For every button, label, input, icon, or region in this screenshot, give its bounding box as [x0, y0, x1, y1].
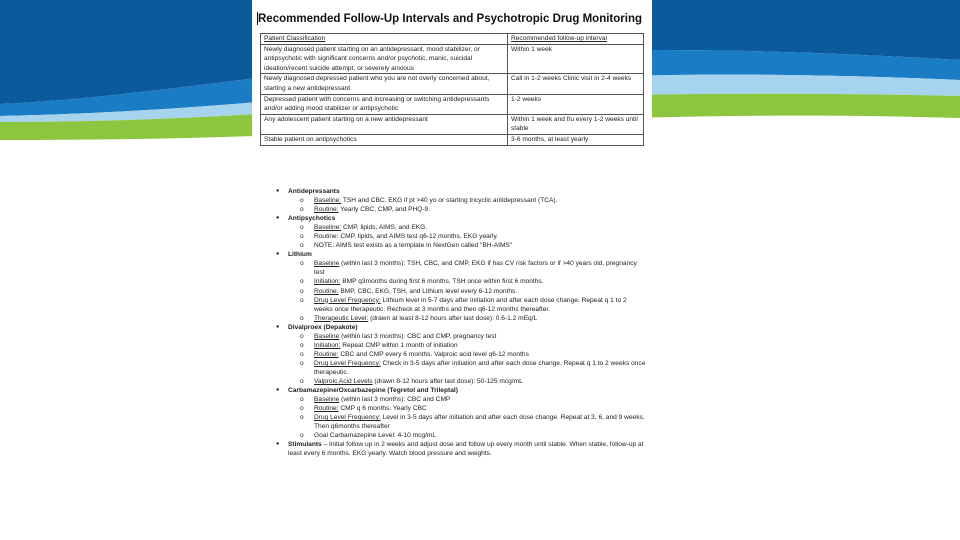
item-text: BMP, CBC, EKG, TSH, and Lithium level every 6-12 months. — [338, 287, 518, 295]
section-label: Lithium — [288, 251, 312, 259]
section-divalproex — [276, 323, 646, 332]
list-item — [276, 259, 646, 277]
list-item — [276, 196, 646, 205]
item-text: Lithium level in 5-7 days after initiation and after each dose change. Repeat q 1 to 2 weeks once therapeutic. Recheck at 3 months and then q6-12 months thereafter. — [314, 296, 627, 313]
list-item — [276, 395, 646, 404]
item-key: Routine: — [314, 350, 339, 358]
table-header: Recommended follow-up interval — [508, 34, 644, 45]
section-stimulants — [276, 440, 646, 458]
table-header: Patient Classification — [261, 34, 508, 45]
item-text: Level in 3-5 days after initiation and after each dose change. Repeat at 3, 6, and 9 weeks. Then q6months thereafter — [314, 414, 645, 431]
item-text: (within last 3 months): CBC and CMP — [339, 396, 451, 404]
item-key: Routine: — [314, 233, 339, 241]
table-cell: Within 1 week — [508, 44, 644, 74]
item-text: (within last 3 months): CBC and CMP, pregnancy test — [339, 332, 497, 340]
item-key: Routine: — [314, 206, 339, 214]
table-row — [261, 44, 644, 74]
list-item — [276, 277, 646, 286]
item-key: Routine: — [314, 405, 339, 413]
list-item — [276, 377, 646, 386]
item-key: Baseline — [314, 260, 340, 268]
monitoring-notes — [276, 187, 646, 458]
item-text: CMP, lipids, AIMS, and EKG. — [341, 224, 428, 232]
item-text: Yearly CBC, CMP, and PHQ-9. — [338, 206, 431, 214]
document-page — [252, 0, 652, 540]
section-text: – Initial follow up in 2 weeks and adjust dose and follow up every month until stable. When stable, follow-up at least every 6 months. EKG yearly. Watch blood pressure and weights. — [288, 441, 644, 458]
section-label: Antidepressants — [288, 188, 340, 195]
list-item — [276, 205, 646, 214]
table-cell: Newly diagnosed depressed patient who you are not overly concerned about, starting a new antidepressant — [261, 74, 508, 94]
list-item — [276, 241, 646, 250]
item-key: Drug Level Frequency: — [314, 359, 381, 367]
item-key: Baseline: — [314, 224, 342, 232]
list-item — [276, 296, 646, 314]
item-key: Drug Level Frequency: — [314, 296, 381, 304]
table-cell: Newly diagnosed patient starting on an antidepressant, mood stabilizer, or antipsychotic with significant concerns and/or psychotic, manic, suicidal ideation/recent suicide attempt, or severely anxious — [261, 44, 508, 74]
table-header-row — [261, 34, 644, 45]
table-row — [261, 134, 644, 145]
item-text: Check in 3-5 days after initiation and after each dose change. Repeat q 1 to 2 weeks once therapeutic. — [314, 359, 646, 376]
item-text: CBC and CMP every 6 months. Valproic acid level q6-12 months — [338, 350, 529, 358]
item-text: AIMS test exists as a template in NextGen called "BH-AIMS" — [334, 242, 513, 250]
item-text: (drawn 8-12 hours after last dose): 50-125 mcg/mL — [372, 377, 523, 385]
table-cell: Call in 1-2 weeks Clinic visit in 2-4 weeks — [508, 74, 644, 94]
item-key: Goal Carbamazepine Level: — [314, 432, 396, 440]
table-cell: 3-6 months, at least yearly — [508, 134, 644, 145]
list-item — [276, 413, 646, 431]
section-antidepressants — [276, 187, 646, 196]
section-lithium — [276, 250, 646, 259]
item-key: Drug Level Frequency: — [314, 414, 381, 422]
item-text: (drawn at least 8-12 hours after last dose): 0.6-1.2 mEq/L — [368, 314, 538, 322]
item-key: Baseline — [314, 396, 340, 404]
table-cell: Any adolescent patient starting on a new antidepressant — [261, 114, 508, 134]
item-key: Baseline — [314, 332, 340, 340]
section-label: Stimulants — [288, 441, 322, 449]
item-key: Initiation: — [314, 278, 341, 286]
item-text: (within last 3 months): TSH, CBC, and CMP. EKG if has CV risk factors or if >40 years old, pregnancy test — [314, 260, 637, 277]
section-label: Carbamazepine/Oxcarbazepine (Tegretol and Trileptal) — [288, 387, 458, 395]
document-title: Recommended Follow-Up Intervals and Psychotropic Drug Monitoring — [258, 13, 643, 25]
item-text: Repeat CMP within 1 month of initiation — [340, 341, 458, 349]
section-carbamazepine — [276, 386, 646, 395]
item-key: Routine: — [314, 287, 339, 295]
item-text: CMP q 6 months. Yearly CBC — [338, 405, 427, 413]
monitoring-list — [276, 187, 646, 458]
list-item — [276, 350, 646, 359]
table-row — [261, 94, 644, 114]
table-row — [261, 74, 644, 94]
section-label: Antipsychotics — [288, 215, 336, 223]
list-item — [276, 359, 646, 377]
list-item — [276, 404, 646, 413]
item-text: TSH and CBC. EKG if pt >40 yo or starting tricyclic antidepressant (TCA). — [341, 197, 558, 205]
list-item — [276, 314, 646, 323]
item-key: Valproic Acid Levels — [314, 377, 373, 385]
list-item — [276, 232, 646, 241]
table-cell: 1-2 weeks — [508, 94, 644, 114]
list-item — [276, 332, 646, 341]
item-text: BMP q3months during first 6 months. TSH once within first 6 months. — [340, 278, 544, 286]
list-item — [276, 223, 646, 232]
list-item — [276, 287, 646, 296]
item-key: Therapeutic Level: — [314, 314, 369, 322]
table-row — [261, 114, 644, 134]
item-key: Initiation: — [314, 341, 341, 349]
item-key: Baseline: — [314, 197, 342, 205]
item-text: 4-10 mcg/mL — [395, 432, 437, 440]
list-item — [276, 431, 646, 440]
follow-up-interval-table — [260, 33, 644, 146]
table-cell: Within 1 week and f/u every 1-2 weeks until stable — [508, 114, 644, 134]
table-cell: Stable patient on antipsychotics — [261, 134, 508, 145]
item-text: CMP, lipids, and AIMS test q6-12 months. EKG yearly. — [338, 233, 499, 241]
table-cell: Depressed patient with concerns and increasing or switching antidepressants and/or adding mood stabilizer or antipsychotic — [261, 94, 508, 114]
list-item — [276, 341, 646, 350]
section-label: Divalproex (Depakote) — [288, 323, 358, 331]
item-key: NOTE: — [314, 242, 335, 250]
section-antipsychotics — [276, 214, 646, 223]
